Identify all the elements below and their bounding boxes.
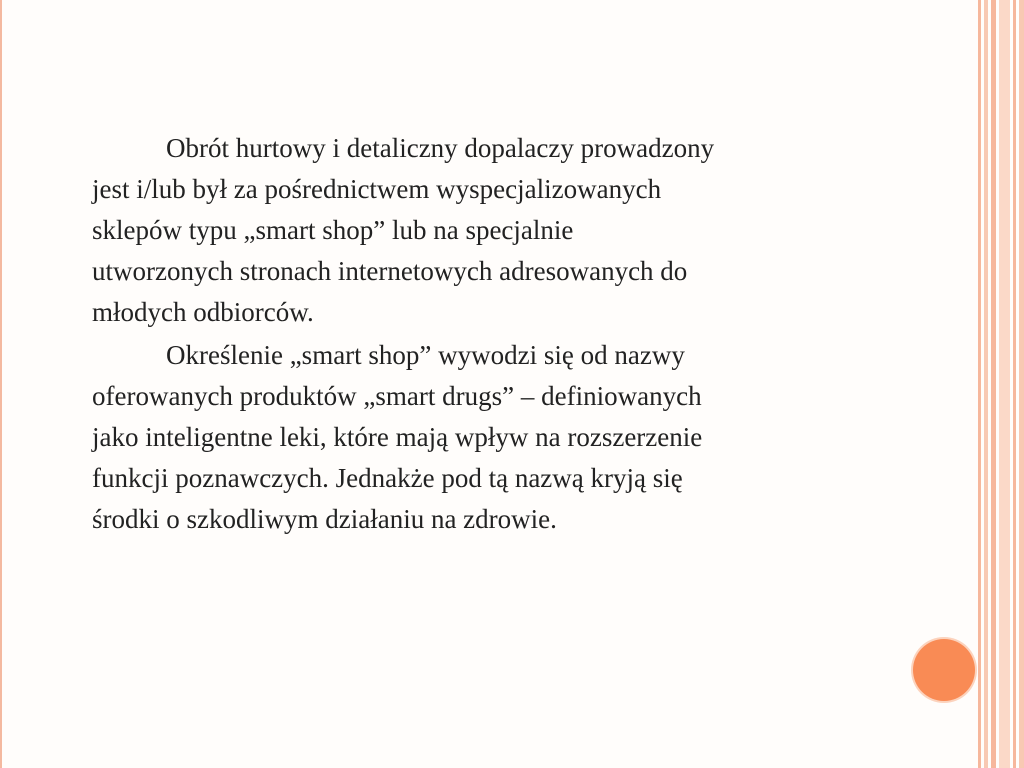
paragraph-2: Określenie „smart shop” wywodzi się od nazwy oferowanych produktów „smart drugs” – definiowanych jako inteligentne leki, które mają wpływ na rozszerzenie funkcji poznawczych. Jednakże pod tą nazwą kryją się środki o szkodliwym działaniu na zdrowie. (92, 340, 703, 534)
decorative-stripe (1019, 0, 1024, 768)
decorative-stripe (999, 0, 1010, 768)
decorative-stripe (991, 0, 996, 768)
decorative-stripe (978, 0, 981, 768)
decorative-stripe (984, 0, 988, 768)
decorative-circle-icon (913, 639, 975, 701)
decorative-stripe (1013, 0, 1016, 768)
left-border (0, 0, 2, 768)
slide-body (92, 128, 882, 542)
paragraph-1: Obrót hurtowy i detaliczny dopalaczy prowadzony jest i/lub był za pośrednictwem wyspecjalizowanych sklepów typu „smart shop” lub na specjalnie utworzonych stronach internetowych adresowanych do młodych odbiorców. (92, 133, 715, 327)
